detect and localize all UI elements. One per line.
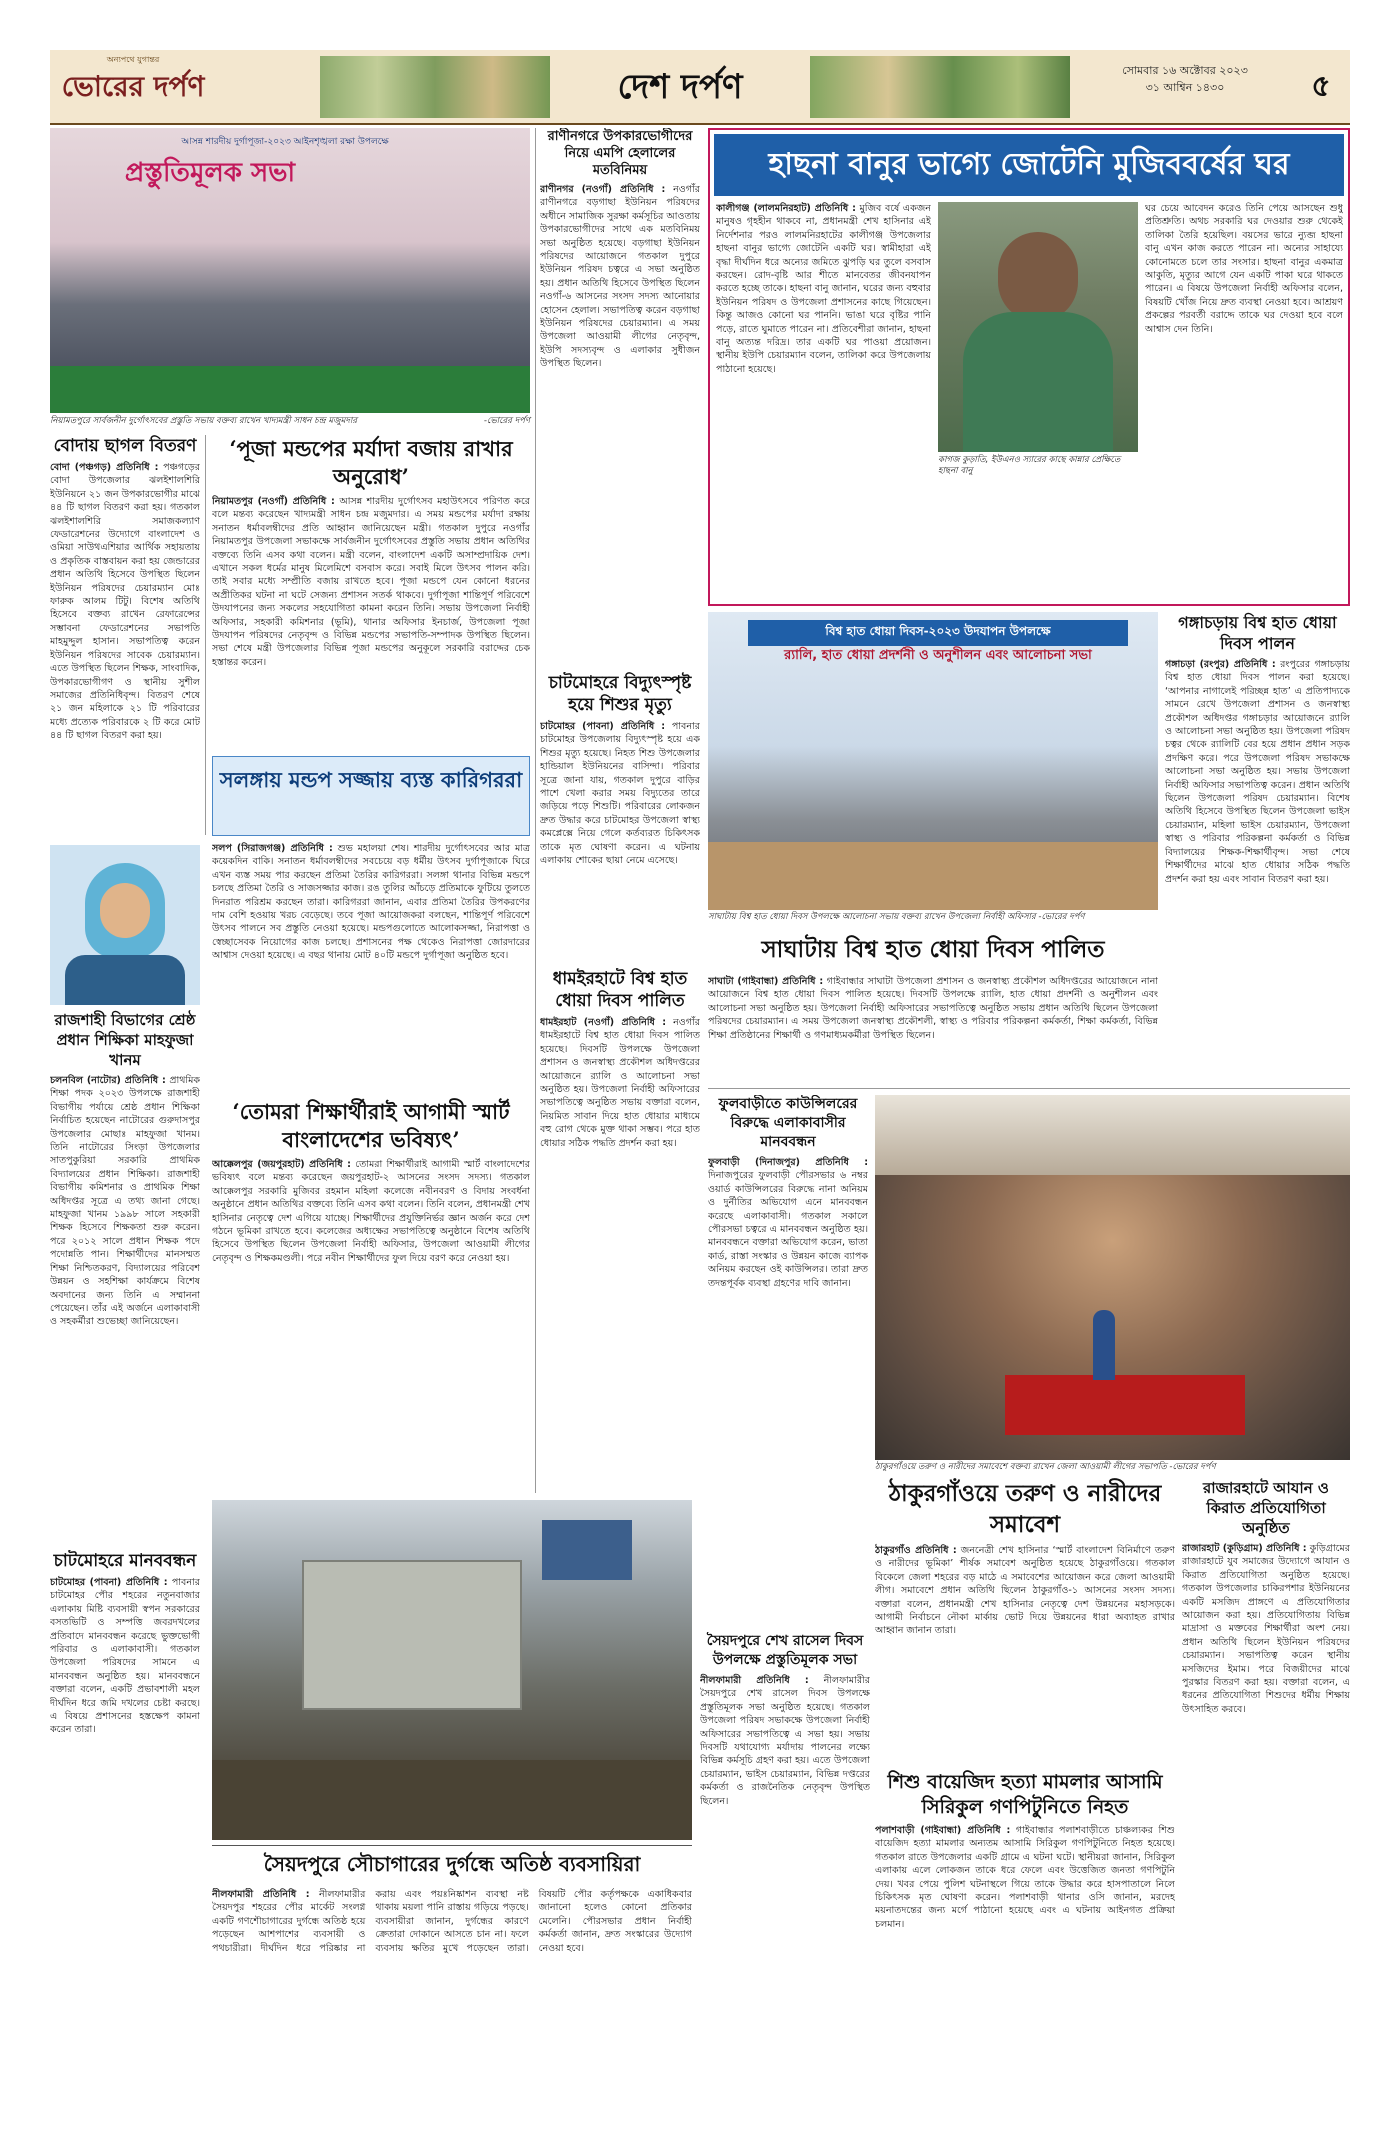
goat-byline: বোদা (পঞ্চগড়) প্রতিনিধি : xyxy=(50,462,159,473)
caption-text: নিয়ামতপুরে সার্বজনীন দুর্গোৎসবের প্রস্তুতি সভায় বক্তব্য রাখেন খাদ্যমন্ত্রী সাধন চন্দ্র মজুমদার xyxy=(50,416,357,426)
caption-credit: -ভোরের দর্পণ xyxy=(1169,1462,1216,1472)
students-article xyxy=(212,1098,530,1493)
saidpur-rasel-article xyxy=(700,1632,870,2097)
gangachara-byline: গঙ্গাচড়া (রংপুর) প্রতিনিধি : xyxy=(1165,659,1276,670)
phulbari-headline: ফুলবাড়ীতে কাউন্সিলরের বিরুদ্ধে এলাকাবাসীর মানববন্ধন xyxy=(718,1096,858,1150)
rajshahi-byline: চলনবিল (নাটোর) প্রতিনিধি : xyxy=(50,1075,166,1086)
puja-dignity-byline: নিয়ামতপুর (নওগাঁ) প্রতিনিধি : xyxy=(212,496,335,507)
uplift-headline: রাণীনগরে উপকারভোগীদের নিয়ে এমপি হেলালের মতবিনিময় xyxy=(547,129,693,178)
rajshahi-article xyxy=(50,1010,200,1545)
dhamoirhat-body: নওগাঁর ধামইরহাটে বিশ্ব হাত ধোয়া দিবস পালিত হয়েছে। দিবসটি উপলক্ষে উপজেলা প্রশাসন ও জনস্বাস্থ্য প্রকৌশল অধিদপ্তরের আয়োজনে র‍্যালি ও আলোচনা সভা অনুষ্ঠিত হয়। উপজেলা নির্বাহী অফিসারের সভাপতিত্বে অনুষ্ঠিত সভায় বক্তারা বলেন, নিয়মিত সাবান দিয়ে হাত ধোয়ার মাধ্যমে বহু রোগ থেকে মুক্ত থাকা সম্ভব। পরে হাত ধোয়ার সঠিক পদ্ধতি প্রদর্শন করা হয়। xyxy=(540,1017,700,1149)
uplift-body: নওগাঁর রাণীনগরে বড়গাছা ইউনিয়ন পরিষদের অধীনে সামাজিক সুরক্ষা কর্মসূচির আওতায় উপকারভোগীদের সাথে এক মতবিনিময় সভা অনুষ্ঠিত হয়েছে। বড়গাছা ইউনিয়ন পরিষদের আয়োজনে গতকাল দুপুরে ইউনিয়ন পরিষদ চত্বরে এ সভা অনুষ্ঠিত হয়। প্রধান অতিথি হিসেবে উপস্থিত ছিলেন নওগাঁ-৬ আসনের সংসদ সদস্য আনোয়ার হোসেন হেলাল। সভাপতিত্ব করেন বড়গাছা ইউনিয়ন পরিষদের চেয়ারম্যান। এ সময় উপজেলা আওয়ামী লীগের নেতৃবৃন্দ, ইউপি সদস্যবৃন্দ ও এলাকার সুধীজন উপস্থিত ছিলেন। xyxy=(540,184,700,370)
divider xyxy=(708,1088,1350,1089)
divider xyxy=(535,128,536,1493)
phulbari-byline: ফুলবাড়ী (দিনাজপুর) প্রতিনিধি : xyxy=(708,1157,868,1168)
chatmohor-chain-article xyxy=(50,1550,200,2095)
logo-tagline: অন্যপথে যুগান্তর xyxy=(106,55,160,64)
masthead-date xyxy=(1080,62,1290,96)
thakurgaon-body: জননেত্রী শেখ হাসিনার ‘স্মার্ট বাংলাদেশ বিনির্মাণে তরুণ ও নারীদের ভূমিকা’ শীর্ষক সমাবেশ অনুষ্ঠিত হয়েছে ঠাকুরগাঁওয়ে। গতকাল বিকেলে জেলা শহরের বড় মাঠে এ সমাবেশের আয়োজন করে জেলা আওয়ামী লীগ। সমাবেশে প্রধান অতিথি ছিলেন ঠাকুরগাঁও-১ আসনের সংসদ সদস্য। বক্তারা বলেন, প্রধানমন্ত্রী শেখ হাসিনার নেতৃত্বে দেশ উন্নয়নের মহাসড়কে। আগামী নির্বাচনে নৌকা মার্কায় ভোট দিয়ে উন্নয়নের ধারা অব্যাহত রাখার আহ্বান জানান তারা। xyxy=(875,1545,1175,1637)
chatmohor-chain-byline: চাটমোহর (পাবনা) প্রতিনিধি : xyxy=(50,1577,168,1588)
section-title: দেশ দর্পণ xyxy=(617,67,743,107)
hasna-headline-box xyxy=(714,134,1344,196)
salanga-article xyxy=(212,842,530,1092)
salanga-body: শুভ মহালয়া শেষ। শারদীয় দুর্গোৎসবের আর মাত্র কয়েকদিন বাকি। সনাতন ধর্মাবলম্বীদের সবচেয়ে বড় ধর্মীয় উৎসব দুর্গাপূজাকে ঘিরে এখন ব্যস্ত সময় পার করছেন প্রতিমা তৈরির কারিগররা। সলঙ্গা থানার বিভিন্ন মন্ডপে চলছে প্রতিমা তৈরি ও সাজসজ্জার কাজ। রঙ তুলির আঁচড়ে প্রতিমাকে ফুটিয়ে তুলতে দিনরাত পরিশ্রম করছেন তারা। কারিগররা জানান, এবার প্রতিমা তৈরির উপকরণের দাম বেশি হওয়ায় খরচ বেড়েছে। তবে পূজা আয়োজকরা বলছেন, শান্তিপূর্ণ পরিবেশে উৎসব পালনে সব প্রস্তুতি নেওয়া হয়েছে। মন্ডপগুলোতে আলোকসজ্জা, নিরাপত্তা ও স্বেচ্ছাসেবক নিয়োগের কাজ চলছে। প্রশাসনের পক্ষ থেকেও নিরাপত্তা জোরদারের আশ্বাস দেওয়া হয়েছে। এ বছর থানায় মোট ৪০টি মন্ডপে দুর্গাপূজা অনুষ্ঠিত হবে। xyxy=(212,843,530,962)
saidpur-toilet-body: নীলফামারীর সৈয়দপুর শহরের পৌর মার্কেট সংলগ্ন একটি গণশৌচাগারের দুর্গন্ধে অতিষ্ঠ হয়ে পড়েছেন আশপাশের ব্যবসায়ী ও পথচারীরা। দীর্ঘদিন ধরে পরিষ্কার না করায় এবং পয়ঃনিষ্কাশন ব্যবস্থা নষ্ট থাকায় ময়লা পানি রাস্তায় গড়িয়ে পড়ছে। ব্যবসায়ীরা জানান, দুর্গন্ধের কারণে ক্রেতারা দোকানে আসতে চান না। ফলে ব্যবসায় ক্ষতির মুখে পড়েছেন তারা। বিষয়টি পৌর কর্তৃপক্ষকে একাধিকবার জানানো হলেও কোনো প্রতিকার মেলেনি। পৌরসভার প্রধান নির্বাহী কর্মকর্তা জানান, দ্রুত সংস্কারের উদ্যোগ নেওয়া হবে। xyxy=(212,1889,692,1954)
students-byline: আক্কেলপুর (জয়পুরহাট) প্রতিনিধি : xyxy=(212,1159,351,1170)
thakurgaon-photo xyxy=(875,1095,1350,1460)
mahfuza-portrait xyxy=(50,845,200,1005)
saidpur-rasel-byline: নীলফামারী প্রতিনিধি : xyxy=(700,1675,809,1686)
hasna-photo xyxy=(938,202,1138,452)
page-number: ৫ xyxy=(1311,69,1331,104)
chatmohor-death-byline: চাটমোহর (পাবনা) প্রতিনিধি : xyxy=(540,721,666,732)
dhamoirhat-headline: ধামইরহাটে বিশ্ব হাত ধোয়া দিবস পালিত xyxy=(552,969,688,1011)
handwash-headline-wrap xyxy=(708,930,1158,972)
divider xyxy=(205,435,206,835)
thakurgaon-byline: ঠাকুরগাঁও প্রতিনিধি : xyxy=(875,1545,957,1556)
child-murder-article xyxy=(875,1770,1175,2098)
dhamoirhat-article xyxy=(540,968,700,1493)
gangachara-headline: গঙ্গাচড়ায় বিশ্ব হাত ধোয়া দিবস পালন xyxy=(1178,613,1337,653)
handwash-caption xyxy=(708,912,1158,923)
thakurgaon-caption xyxy=(875,1462,1350,1473)
saidpur-toilet-byline: নীলফামারী প্রতিনিধি : xyxy=(212,1889,310,1900)
goat-headline: বোদায় ছাগল বিতরণ xyxy=(53,436,197,456)
uplift-byline: রাণীনগর (নওগাঁ) প্রতিনিধি : xyxy=(540,184,666,195)
chatmohor-death-article xyxy=(540,672,700,962)
salanga-byline: সলপ (সিরাজগঞ্জ) প্রতিনিধি : xyxy=(212,843,333,854)
gangachara-body: রংপুরের গঙ্গাচড়ায় বিশ্ব হাত ধোয়া দিবস পালন করা হয়েছে। ‘আপনার নাগালেই পরিচ্ছন্ন হাত’ এ প্রতিপাদ্যকে সামনে রেখে উপজেলা প্রশাসন ও জনস্বাস্থ্য প্রকৌশল অধিদপ্তর গঙ্গাচড়ার আয়োজনে র‍্যালি ও আলোচনা সভা অনুষ্ঠিত হয়। উপজেলা পরিষদ চত্বর থেকে র‍্যালিটি বের হয়ে প্রধান প্রধান সড়ক প্রদক্ষিণ করে। পরে উপজেলা পরিষদ সভাকক্ষে আলোচনা সভা অনুষ্ঠিত হয়। সভায় উপজেলা নির্বাহী অফিসার সভাপতিত্ব করেন। প্রধান অতিথি ছিলেন উপজেলা পরিষদ চেয়ারম্যান। বিশেষ অতিথি হিসেবে উপস্থিত ছিলেন উপজেলা ভাইস চেয়ারম্যান, মহিলা ভাইস চেয়ারম্যান, উপজেলা স্বাস্থ্য ও পরিবার পরিকল্পনা কর্মকর্তা ও বিভিন্ন বিদ্যালয়ের শিক্ষক-শিক্ষার্থীবৃন্দ। সভা শেষে শিক্ষার্থীদের মাঝে হাত ধোয়ার সঠিক পদ্ধতি প্রদর্শন করা হয় এবং সাবান বিতরণ করা হয়। xyxy=(1165,659,1350,885)
puja-banner-title: প্রস্তুতিমূলক সভা xyxy=(124,158,296,188)
date-line-1: সোমবার ১৬ অক্টোবর ২০২৩ xyxy=(1122,64,1248,77)
saidpur-rasel-body: নীলফামারীর সৈয়দপুরে শেখ রাসেল দিবস উপলক্ষে প্রস্তুতিমূলক সভা অনুষ্ঠিত হয়েছে। গতকাল উপজেলা পরিষদ সভাকক্ষে উপজেলা নির্বাহী অফিসারের সভাপতিত্বে এ সভা হয়। সভায় দিবসটি যথাযোগ্য মর্যাদায় পালনের লক্ষ্যে বিভিন্ন কর্মসূচি গ্রহণ করা হয়। এতে উপজেলা চেয়ারম্যান, ভাইস চেয়ারম্যান, বিভিন্ন দপ্তরের কর্মকর্তা ও রাজনৈতিক নেতৃবৃন্দ উপস্থিত ছিলেন। xyxy=(700,1675,870,1807)
rajarhat-headline: রাজারহাটে আযান ও কিরাত প্রতিযোগিতা অনুষ্ঠিত xyxy=(1203,1479,1329,1537)
table-cloth xyxy=(50,366,530,413)
saidpur-toilet-headline-box xyxy=(212,1845,692,1883)
puja-banner-line: আসন্ন শারদীয় দুর্গাপূজা-২০২৩ আইনশৃঙ্খলা রক্ষা উপলক্ষে xyxy=(181,137,389,147)
puja-prep-caption xyxy=(50,416,530,427)
uplift-article xyxy=(540,128,700,668)
hasna-headline: হাছনা বানুর ভাগ্যে জোটেনি মুজিববর্ষের ঘর xyxy=(768,147,1290,182)
hasna-body-2: ঘর চেয়ে আবেদন করেও তিনি পেয়ে আসছেন শুধু প্রতিশ্রুতি। অথচ সরকারি ঘর দেওয়ার শুরু থেকেই তালিকা তৈরি হয়েছিল। বয়সের ভারে ন্যুব্জ হাছনা বানু এখন কাজ করতে পারেন না। অন্যের সাহায্যে কোনোমতে চলে তার সংসার। হাছনা বানুর একমাত্র আকুতি, মৃত্যুর আগে যেন একটি পাকা ঘরে থাকতে পারেন। এ বিষয়ে উপজেলা নির্বাহী অফিসার বলেন, বিষয়টি খোঁজ নিয়ে দ্রুত ব্যবস্থা নেওয়া হবে। আশ্রয়ণ প্রকল্পের পরবর্তী বরাদ্দে তাকে ঘর দেওয়া হবে বলে আশ্বাস দেন তিনি। xyxy=(1145,203,1343,335)
hasna-body: মুজিব বর্ষে একজন মানুষও গৃহহীন থাকবে না, প্রধানমন্ত্রী শেখ হাসিনার এই নির্দেশনার পরও লালমনিরহাটের কালীগঞ্জ উপজেলার হাছনা বানুর ভাগ্যে জোটেনি একটি ঘর। স্বামীহারা এই বৃদ্ধা দীর্ঘদিন ধরে অন্যের জমিতে ঝুপড়ি ঘর তুলে বসবাস করছেন। রোদ-বৃষ্টি আর শীতে মানবেতর জীবনযাপন করতে হচ্ছে তাকে। হাছনা বানু জানান, ঘরের জন্য বহুবার ইউনিয়ন পরিষদ ও উপজেলা প্রশাসনের কাছে গিয়েছেন। কিন্তু আজও কোনো ঘর পাননি। ভাঙা ঘরে বৃষ্টির পানি পড়ে, রাতে ঘুমাতে পারেন না। প্রতিবেশীরা জানান, হাছনা বানু অত্যন্ত দরিদ্র। তার একটি ঘর পাওয়া প্রয়োজন। স্থানীয় ইউপি চেয়ারম্যান বলেন, তালিকা করে উপজেলায় পাঠানো হয়েছে। xyxy=(716,203,931,375)
rajarhat-body: কুড়িগ্রামের রাজারহাটে যুব সমাজের উদ্যোগে আযান ও কিরাত প্রতিযোগিতা অনুষ্ঠিত হয়েছে। গতকাল উপজেলার চাকিরপশার ইউনিয়নের একটি মসজিদ প্রাঙ্গণে এ প্রতিযোগিতার আয়োজন করা হয়। প্রতিযোগিতায় বিভিন্ন মাদ্রাসা ও মক্তবের শিক্ষার্থীরা অংশ নেয়। প্রধান অতিথি ছিলেন ইউনিয়ন পরিষদের চেয়ারম্যান। সভাপতিত্ব করেন স্থানীয় মসজিদের ইমাম। পরে বিজয়ীদের মাঝে পুরস্কার বিতরণ করা হয়। বক্তারা বলেন, এ ধরনের প্রতিযোগিতা শিশুদের ধর্মীয় শিক্ষায় উৎসাহিত করবে। xyxy=(1182,1543,1350,1715)
phulbari-article xyxy=(708,1095,868,1625)
puja-dignity-article xyxy=(212,435,530,750)
saidpur-toilet-headline: সৈয়দপুরে সৌচাগারের দুর্গন্ধে অতিষ্ঠ ব্যবসায়িরা xyxy=(263,1852,641,1876)
child-murder-byline: পলাশবাড়ী (গাইবান্ধা) প্রতিনিধি : xyxy=(875,1825,1011,1836)
masthead-photo-strip-right xyxy=(810,56,1070,118)
hasna-byline: কালীগঞ্জ (লালমনিরহাট) প্রতিনিধি : xyxy=(716,203,856,214)
salanga-headline-box xyxy=(212,756,530,836)
logo-text: ভোরের দর্পণ xyxy=(61,70,205,103)
puja-dignity-headline: ‘পূজা মন্ডপের মর্যাদা বজায় রাখার অনুরোধ’ xyxy=(229,436,513,489)
dhamoirhat-byline: ধামইরহাট (নওগাঁ) প্রতিনিধি : xyxy=(540,1017,667,1028)
chatmohor-chain-headline: চাটমোহরে মানববন্ধন xyxy=(53,1551,197,1571)
rajarhat-article xyxy=(1182,1478,1350,2098)
hasna-col-left xyxy=(716,202,931,600)
handwash-article xyxy=(708,975,1158,1083)
chatmohor-chain-body: পাবনার চাটমোহর পৌর শহরের নতুনবাজার এলাকায় মিষ্টি ব্যবসায়ী স্বপন সরকারের বসতভিটি ও সম্পত্তি জবরদখলের প্রতিবাদে মানববন্ধন করেছে ভুক্তভোগী পরিবার ও এলাকাবাসী। গতকাল উপজেলা পরিষদের সামনে এ মানববন্ধন অনুষ্ঠিত হয়। মানববন্ধনে বক্তারা বলেন, একটি প্রভাবশালী মহল দীর্ঘদিন ধরে জমি দখলের চেষ্টা করছে। এ বিষয়ে প্রশাসনের হস্তক্ষেপ কামনা করেন তারা। xyxy=(50,1577,200,1736)
caption-text: সাঘাটায় বিশ্ব হাত ধোয়া দিবস উপলক্ষে আলোচনা সভায় বক্তব্য রাখেন উপজেলা নির্বাহী অফিসার xyxy=(708,912,1036,922)
students-body: তোমরা শিক্ষার্থীরাই আগামী স্মার্ট বাংলাদেশের ভবিষ্যৎ বলে মন্তব্য করেছেন জয়পুরহাট-২ আসনের সংসদ সদস্য। গতকাল আক্কেলপুর সরকারি মুজিবর রহমান মহিলা কলেজে নবীনবরণ ও বিদায় সংবর্ধনা অনুষ্ঠানে প্রধান অতিথির বক্তব্যে তিনি এসব কথা বলেন। তিনি বলেন, প্রধানমন্ত্রী শেখ হাসিনার নেতৃত্বে দেশ এগিয়ে যাচ্ছে। শিক্ষার্থীদের প্রযুক্তিনির্ভর জ্ঞান অর্জন করে দেশ গঠনে ভূমিকা রাখতে হবে। কলেজের অধ্যক্ষের সভাপতিত্বে অনুষ্ঠানে বিশেষ অতিথি হিসেবে উপস্থিত ছিলেন উপজেলা নির্বাহী অফিসার, উপজেলা আওয়ামী লীগের নেতৃবৃন্দ ও শিক্ষকমণ্ডলী। পরে নবীন শিক্ষার্থীদের ফুল দিয়ে বরণ করে নেওয়া হয়। xyxy=(212,1159,530,1264)
chatmohor-death-body: পাবনার চাটমোহর উপজেলায় বিদ্যুৎস্পৃষ্ট হয়ে এক শিশুর মৃত্যু হয়েছে। নিহত শিশু উপজেলার হান্ডিয়াল ইউনিয়নের বাসিন্দা। পরিবার সূত্রে জানা যায়, গতকাল দুপুরে বাড়ির পাশে খেলা করার সময় বিদ্যুতের তারে জড়িয়ে পড়ে শিশুটি। পরিবারের লোকজন দ্রুত উদ্ধার করে চাটমোহর উপজেলা স্বাস্থ্য কমপ্লেক্সে নিয়ে গেলে কর্তব্যরত চিকিৎসক তাকে মৃত ঘোষণা করেন। এ ঘটনায় এলাকায় শোকের ছায়া নেমে এসেছে। xyxy=(540,721,700,867)
saidpur-toilet-article xyxy=(212,1888,692,2098)
rajshahi-body: প্রাথমিক শিক্ষা পদক ২০২৩ উপলক্ষে রাজশাহী বিভাগীয় পর্যায়ে শ্রেষ্ঠ প্রধান শিক্ষিকা নির্বাচিত হয়েছেন নাটোরের গুরুদাসপুর উপজেলার মোছাঃ মাহফুজা খানম। তিনি নাটোরের সিংড়া উপজেলার সাতপুকুরিয়া সরকারি প্রাথমিক বিদ্যালয়ের প্রধান শিক্ষিকা। রাজশাহী বিভাগীয় কমিশনার ও প্রাথমিক শিক্ষা অধিদপ্তর সূত্রে এ তথ্য জানা গেছে। মাহফুজা খানম ১৯৯৮ সালে সহকারী শিক্ষক হিসেবে শিক্ষকতা শুরু করেন। পরে ২০১২ সালে প্রধান শিক্ষক পদে পদোন্নতি পান। শিক্ষার্থীদের মানসম্মত শিক্ষা নিশ্চিতকরণ, বিদ্যালয়ের পরিবেশ উন্নয়ন ও সহশিক্ষা কার্যক্রমে বিশেষ অবদানের জন্য তিনি এ সম্মাননা পেয়েছেন। তাঁর এই অর্জনে এলাকাবাসী ও সহকর্মীরা শুভেচ্ছা জানিয়েছেন। xyxy=(50,1075,200,1328)
puja-dignity-body: আসন্ন শারদীয় দুর্গোৎসব মহাউৎসবে পরিণত করে বলে মন্তব্য করেছেন খাদ্যমন্ত্রী সাধন চন্দ্র মজুমদার। এ সময় মন্ডপের মর্যাদা রক্ষায় সনাতন ধর্মাবলম্বীদের প্রতি আহ্বান জানিয়েছেন মন্ত্রী। গতকাল দুপুরে নওগাঁর নিয়ামতপুর উপজেলা সভাকক্ষে সার্বজনীন দুর্গোৎসবের প্রস্তুতি সভায় প্রধান অতিথির বক্তব্যে তিনি এসব কথা বলেন। মন্ত্রী বলেন, বাংলাদেশ একটি অসাম্প্রদায়িক দেশ। এখানে সকল ধর্মের মানুষ মিলেমিশে বসবাস করে। সবাই মিলে উৎসব পালন করি। তাই সবার মধ্যে সম্প্রীতি বজায় রাখতে হবে। পূজা মন্ডপে যেন কোনো ধরনের অপ্রীতিকর ঘটনা না ঘটে সেজন্য প্রশাসন সতর্ক থাকবে। দুর্গাপূজা শান্তিপূর্ণ পরিবেশে উদযাপনের জন্য সকলের সহযোগিতা কামনা করেন তিনি। সভায় উপজেলা নির্বাহী অফিসার, সহকারী কমিশনার (ভূমি), থানার অফিসার ইনচার্জ, উপজেলা পূজা উদযাপন পরিষদের নেতৃবৃন্দ ও বিভিন্ন মন্ডপের সভাপতি-সম্পাদক উপস্থিত ছিলেন। সভা শেষে মন্ত্রী উপজেলার বিভিন্ন পূজা মন্ডপের অনুকূলে সরকারি বরাদ্দের চেক হস্তান্তর করেন। xyxy=(212,496,530,668)
handwash-body: গাইবান্ধার সাঘাটা উপজেলা প্রশাসন ও জনস্বাস্থ্য প্রকৌশল অধিদপ্তরের আয়োজনে নানা আয়োজনে বিশ্ব হাত ধোয়া দিবস পালিত হয়েছে। দিবসটি উপলক্ষে র‍্যালি, হাত ধোয়া প্রদর্শনী ও অনুশীলন এবং আলোচনা সভা অনুষ্ঠিত হয়। উপজেলা নির্বাহী অফিসারের সভাপতিত্বে অনুষ্ঠিত সভায় প্রধান অতিথি ছিলেন উপজেলা পরিষদের চেয়ারম্যান। এ সময় উপজেলা জনস্বাস্থ্য প্রকৌশলী, স্বাস্থ্য ও পরিবার পরিকল্পনা কর্মকর্তা, শিক্ষা কর্মকর্তা, বিভিন্ন শিক্ষা প্রতিষ্ঠানের শিক্ষার্থী ও গণমাধ্যমকর্মীরা উপস্থিত ছিলেন। xyxy=(708,976,1158,1041)
salanga-headline: সলঙ্গায় মন্ডপ সজ্জায় ব্যস্ত কারিগররা xyxy=(219,767,523,792)
saidpur-toilet-photo xyxy=(212,1500,692,1840)
rajshahi-headline: রাজশাহী বিভাগের শ্রেষ্ঠ প্রধান শিক্ষিকা মাহফুজা খানম xyxy=(54,1011,196,1069)
caption-text: ঠাকুরগাঁওয়ে তরুণ ও নারীদের সমাবেশে বক্তব্য রাখেন জেলা আওয়ামী লীগের সভাপতি xyxy=(875,1462,1167,1472)
handwash-byline: সাঘাটা (গাইবান্ধা) প্রতিনিধি : xyxy=(708,976,824,987)
phulbari-body: দিনাজপুরের ফুলবাড়ী পৌরসভার ৬ নম্বর ওয়ার্ড কাউন্সিলরের বিরুদ্ধে নানা অনিয়ম ও দুর্নীতির অভিযোগ এনে মানববন্ধন করেছে এলাকাবাসী। গতকাল সকালে পৌরসভা চত্বরে এ মানববন্ধন অনুষ্ঠিত হয়। মানববন্ধনে বক্তারা অভিযোগ করেন, ভাতা কার্ড, রাস্তা সংস্কার ও উন্নয়ন কাজে ব্যাপক অনিয়ম করছেন ওই কাউন্সিলর। তারা দ্রুত তদন্তপূর্বক ব্যবস্থা গ্রহণের দাবি জানান। xyxy=(708,1170,868,1289)
child-murder-headline: শিশু বায়েজিদ হত্যা মামলার আসামি সিরিকুল গণপিটুনিতে নিহত xyxy=(887,1771,1163,1818)
thakurgaon-article xyxy=(875,1478,1175,1763)
child-murder-body: গাইবান্ধার পলাশবাড়ীতে চাঞ্চল্যকর শিশু বায়েজিদ হত্যা মামলার অন্যতম আসামি সিরিকুল গণপিটুনিতে নিহত হয়েছে। গতকাল রাতে উপজেলার একটি গ্রামে এ ঘটনা ঘটে। স্থানীয়রা জানান, সিরিকুল এলাকায় এলে লোকজন তাকে ধরে ফেলে এবং উত্তেজিত জনতা গণপিটুনি দেয়। খবর পেয়ে পুলিশ ঘটনাস্থলে গিয়ে তাকে উদ্ধার করে হাসপাতালে নিলে চিকিৎসক মৃত ঘোষণা করেন। পলাশবাড়ী থানার ওসি জানান, মরদেহ ময়নাতদন্তের জন্য মর্গে পাঠানো হয়েছে এবং এ ঘটনায় আইনগত প্রক্রিয়া চলমান। xyxy=(875,1825,1175,1930)
rajarhat-byline: রাজারহাট (কুড়িগ্রাম) প্রতিনিধি : xyxy=(1182,1543,1307,1554)
gangachara-article xyxy=(1165,612,1350,1082)
thakurgaon-headline: ঠাকুরগাঁওয়ে তরুণ ও নারীদের সমাবেশ xyxy=(888,1480,1162,1538)
hasna-col-right xyxy=(1145,202,1343,600)
goat-body: পঞ্চগড়ের বোদা উপজেলার ঝলইশালশিরি ইউনিয়নে ২১ জন উপকারভোগীর মাঝে ৪৪ টি ছাগল বিতরণ করা হয়। গতকাল ঝলইশালশিরি সমাজকল্যাণ ফেডারেশনের উদ্যোগে বাংলাদেশ ও ওমিয়া সাউথএশিয়ার আর্থিক সহায়তায় ও প্রকৃতিক বাস্তবায়ন করা হয় জেন্ডারের প্রধান অতিথি হিসেবে উপস্থিত ছিলেন ইউনিয়ন পরিষদের চেয়ারম্যান মোঃ ফারুক আলম টিটু। বিশেষ অতিথি হিসেবে বক্তব্য রাখেন রেফারেন্সের সম্ভাবনা ফেডারেশনের সভাপতি মাহমুদ্দুল হাসান। সভাপতিত্ব করেন ইউনিয়ন পরিষদের সাবেক চেয়ারম্যান। এতে উপস্থিত ছিলেন শিক্ষক, সাংবাদিক, উপকারভোগীগণ ও স্থানীয় সুশীল সমাজের প্রতিনিধিবৃন্দ। বিতরণ শেষে ২১ জন মহিলাকে ২১ টি পরিবারের মধ্যে প্রত্যেক পরিবারকে ২ টি করে মোট ৪৪ টি ছাগল বিতরণ করা হয়। xyxy=(50,462,200,742)
saidpur-rasel-headline: সৈয়দপুরে শেখ রাসেল দিবস উপলক্ষে প্রস্তুতিমূলক সভা xyxy=(706,1633,864,1668)
students-headline: ‘তোমরা শিক্ষার্থীরাই আগামী স্মার্ট বাংলাদেশের ভবিষ্যৎ’ xyxy=(232,1099,510,1152)
handwash-banner-2: র‍্যালি, হাত ধোয়া প্রদর্শনী ও অনুশীলন এবং আলোচনা সভা xyxy=(784,648,1092,663)
date-line-2: ৩১ আশ্বিন ১৪৩০ xyxy=(1145,81,1225,94)
goat-article xyxy=(50,435,200,840)
handwash-photo xyxy=(708,612,1158,910)
puja-prep-photo xyxy=(50,128,530,413)
handwash-headline: সাঘাটায় বিশ্ব হাত ধোয়া দিবস পালিত xyxy=(761,936,1105,963)
masthead-photo-strip-left xyxy=(320,56,550,118)
masthead-logo xyxy=(58,54,208,120)
caption-credit: -ভোরের দর্পণ xyxy=(483,416,530,426)
chatmohor-death-headline: চাটমোহরে বিদ্যুৎস্পৃষ্ট হয়ে শিশুর মৃত্যু xyxy=(548,673,692,715)
handwash-banner: বিশ্ব হাত ধোয়া দিবস-২০২৩ উদযাপন উপলক্ষে xyxy=(748,620,1128,646)
hasna-caption: কাগজ কুড়াতি, ইউএনও স্যারের কাছে কান্নার প্রেক্ষিতে হাছনা বানু xyxy=(938,455,1121,476)
caption-credit: -ভোরের দর্পণ xyxy=(1038,912,1085,922)
